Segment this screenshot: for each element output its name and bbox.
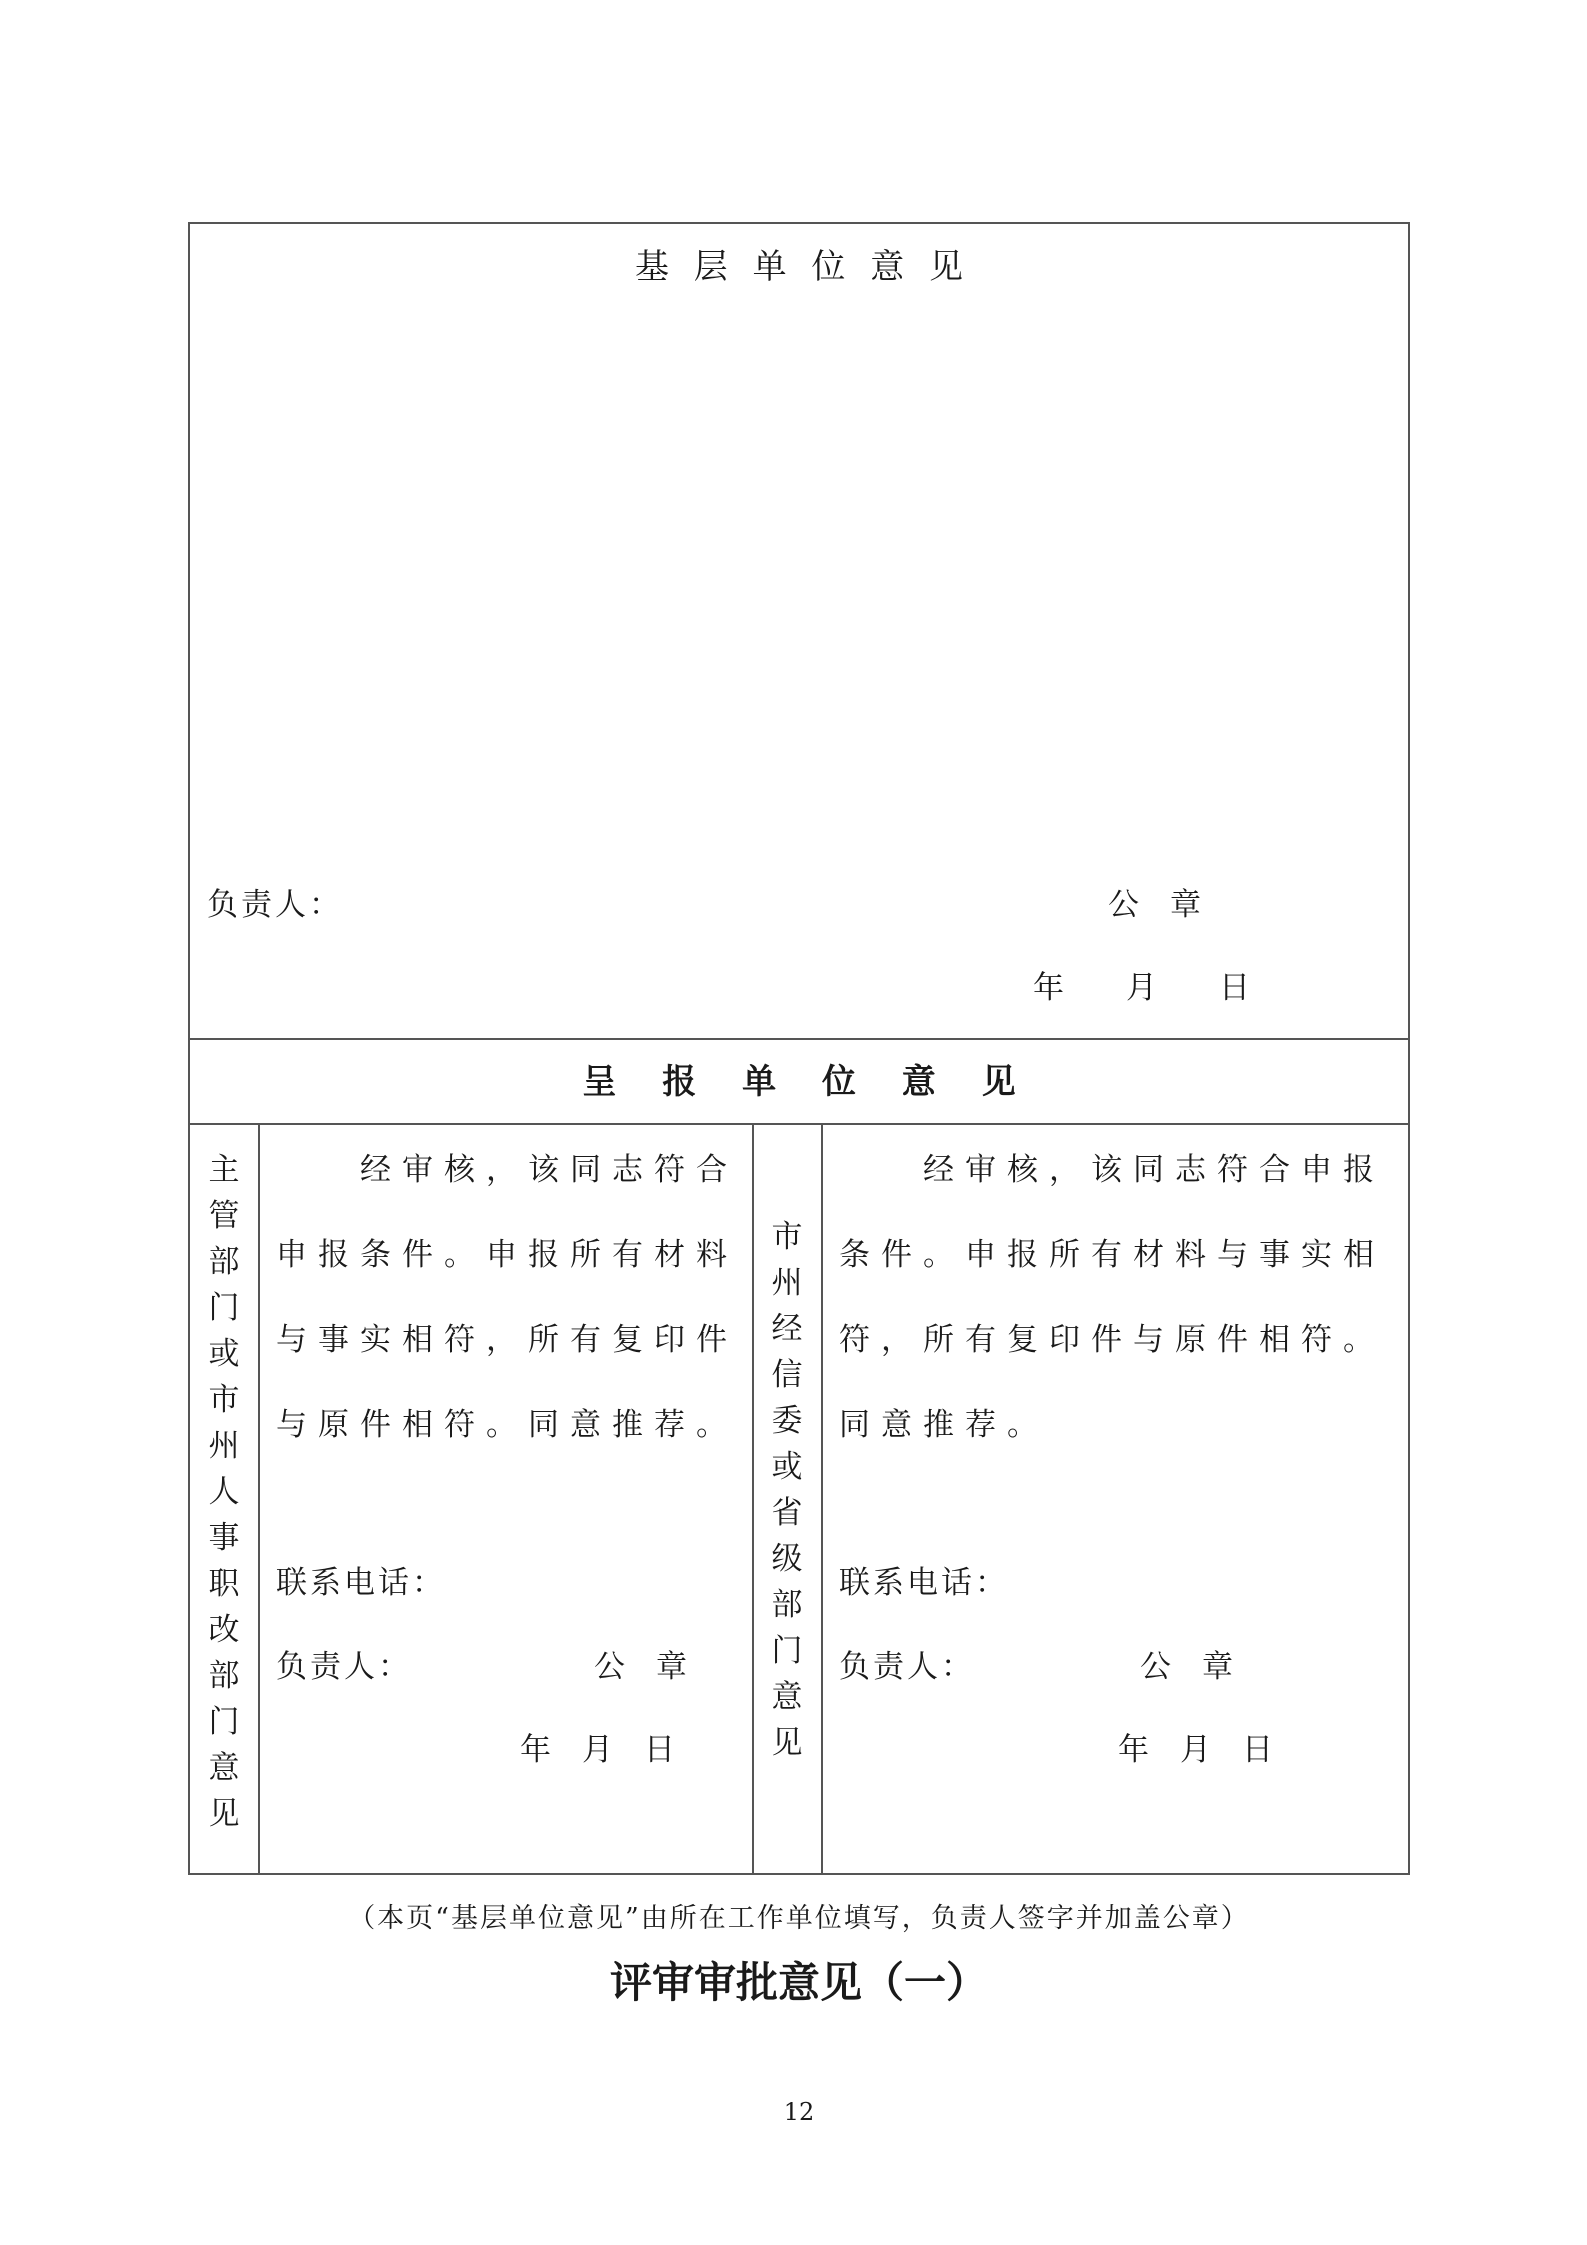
left-vertical-label-char: 门 bbox=[208, 1704, 240, 1740]
left-vertical-label-char: 人 bbox=[208, 1474, 240, 1510]
left-vertical-label-char: 部 bbox=[208, 1244, 240, 1280]
grassroots-seal-label: 公 章 bbox=[1108, 887, 1201, 923]
right-vertical-label-char: 委 bbox=[771, 1403, 803, 1439]
right-opinion-text: 经审核，该同志符合申报条件。申报所有材料与事实相符，所有复印件与原件相符。同意推荐。 bbox=[839, 1152, 1385, 1443]
right-phone-label: 联系电话： bbox=[839, 1565, 1009, 1601]
left-phone-label: 联系电话： bbox=[276, 1565, 446, 1601]
left-vertical-label-char: 州 bbox=[208, 1428, 240, 1464]
right-date-line: 年 月 日 bbox=[1118, 1732, 1273, 1768]
right-vertical-label-char: 门 bbox=[771, 1633, 803, 1669]
right-vertical-label-char: 见 bbox=[771, 1725, 803, 1761]
right-vertical-label bbox=[763, 1214, 811, 1766]
left-seal-label: 公 章 bbox=[594, 1649, 687, 1685]
right-vertical-label-char: 省 bbox=[771, 1495, 803, 1531]
column-divider-2 bbox=[752, 1123, 754, 1875]
left-vertical-label-char: 见 bbox=[208, 1796, 240, 1832]
left-vertical-label-char: 主 bbox=[208, 1152, 240, 1188]
left-vertical-label-char: 部 bbox=[208, 1658, 240, 1694]
left-vertical-label-char: 事 bbox=[208, 1520, 240, 1556]
right-vertical-label-char: 州 bbox=[771, 1265, 803, 1301]
right-vertical-label-char: 信 bbox=[771, 1357, 803, 1393]
page-title: 评审审批意见（一） bbox=[609, 1958, 988, 2007]
left-vertical-label bbox=[200, 1147, 248, 1837]
section-divider bbox=[188, 1038, 1410, 1040]
left-date-line: 年 月 日 bbox=[520, 1732, 675, 1768]
left-vertical-label-char: 或 bbox=[208, 1336, 240, 1372]
left-vertical-label-char: 改 bbox=[208, 1612, 240, 1648]
table-border-top bbox=[188, 222, 1410, 224]
table-border-bottom bbox=[188, 1873, 1410, 1875]
grassroots-date-line: 年 月 日 bbox=[1033, 970, 1250, 1006]
heading-divider bbox=[188, 1123, 1410, 1125]
grassroots-responsible-label: 负责人： bbox=[207, 887, 343, 923]
right-vertical-label-char: 或 bbox=[771, 1449, 803, 1485]
column-divider-1 bbox=[258, 1123, 260, 1875]
column-divider-3 bbox=[821, 1123, 823, 1875]
left-vertical-label-char: 职 bbox=[208, 1566, 240, 1602]
right-seal-label: 公 章 bbox=[1140, 1649, 1233, 1685]
left-vertical-label-char: 市 bbox=[208, 1382, 240, 1418]
right-vertical-label-char: 级 bbox=[771, 1541, 803, 1577]
page-number: 12 bbox=[783, 2098, 815, 2126]
right-vertical-label-char: 经 bbox=[771, 1311, 803, 1347]
grassroots-heading: 基 层 单 位 意 见 bbox=[634, 247, 964, 287]
left-vertical-label-char: 意 bbox=[208, 1750, 240, 1786]
table-border-left bbox=[188, 222, 190, 1875]
submitting-heading: 呈 报 单 位 意 见 bbox=[582, 1062, 1016, 1102]
table-border-right bbox=[1408, 222, 1410, 1875]
left-responsible-label: 负责人： bbox=[276, 1649, 412, 1685]
left-vertical-label-char: 门 bbox=[208, 1290, 240, 1326]
right-vertical-label-char: 意 bbox=[771, 1679, 803, 1715]
footnote: （本页“基层单位意见”由所在工作单位填写，负责人签字并加盖公章） bbox=[348, 1903, 1250, 1934]
right-responsible-label: 负责人： bbox=[839, 1649, 975, 1685]
right-vertical-label-char: 市 bbox=[771, 1219, 803, 1255]
left-vertical-label-char: 管 bbox=[208, 1198, 240, 1234]
right-vertical-label-char: 部 bbox=[771, 1587, 803, 1623]
left-opinion-text: 经审核，该同志符合申报条件。申报所有材料与事实相符，所有复印件与原件相符。同意推荐。 bbox=[276, 1152, 738, 1443]
